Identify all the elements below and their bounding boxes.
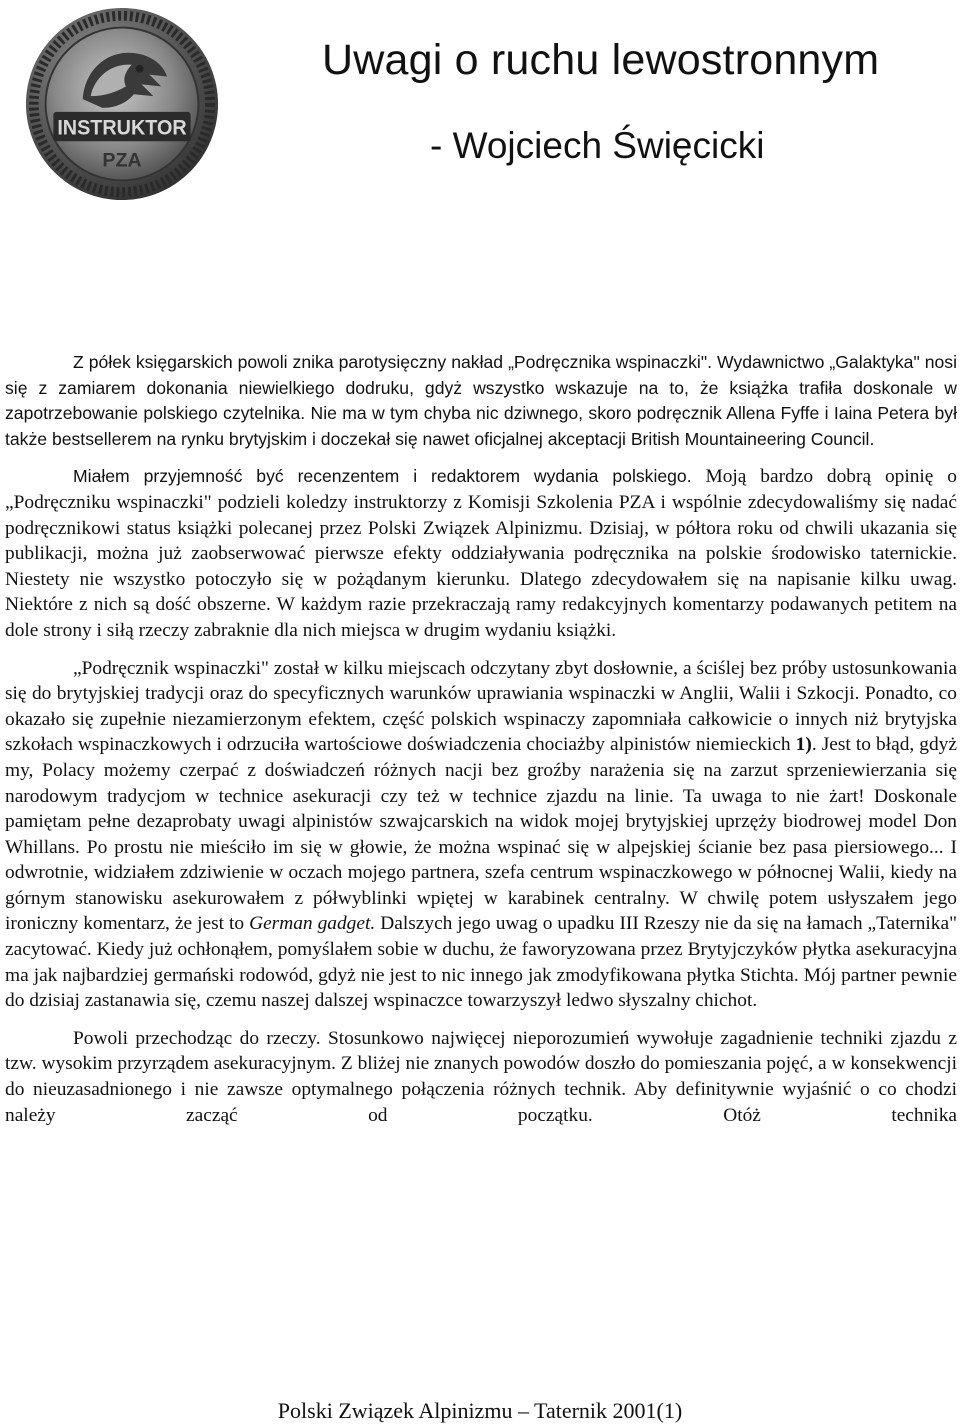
instruktor-pza-badge-logo [24, 6, 220, 202]
paragraph-2 [5, 464, 957, 643]
badge-text-sub: PZA [102, 149, 142, 172]
paragraph-2-rest: Moją bardzo dobrą opinię o „Podręczniku wspinaczki" podzieli koledzy instruktorzy z Komisji Szkolenia PZA i wspólnie zdecydowaliśmy się nadać podręcznikowi status książki polecanej przez Polski Związek Alpinizmu. Dzisiaj, w półtora roku od chwili ukazania się publikacji, można już zaobserwować pierwsze efekty oddziaływania podręcznika na polskie środowisko taternickie. Niestety nie wszystko potoczyło się w pożądanym kierunku. Dlatego zdecydowałem się na napisanie kilku uwag. Niektóre z nich są dość obszerne. W każdym razie przekraczają ramy redakcyjnych komentarzy podawanych petitem na dole strony i siłą rzeczy zabraknie dla nich miejsca w drugim wydaniu książki. [5, 466, 957, 641]
footnote-ref: 1) [795, 734, 812, 756]
paragraph-2-lead: Miałem przyjemność być recenzentem i redaktorem wydania polskiego. [73, 466, 692, 487]
paragraph-3-part-c: Dalszych jego uwag o upadku III Rzeszy nie da się na łamach „Taternika" zacytować. Kiedy już ochłonąłem, pomyślałem sobie w duchu, że faworyzowana przez Brytyjczyków płytka asekuracyjna ma jak najbardziej germański rodowód, gdyż nie jest to nic innego jak zmodyfikowana płytka Stichta. Mój partner pewnie do dzisiaj zastanawia się, czemu naszej dalszej wspinaczce towarzyszył ledwo słyszalny chichot. [5, 913, 957, 1012]
article-body [5, 350, 957, 1140]
badge-text-main: INSTRUKTOR [57, 114, 188, 140]
paragraph-3 [5, 656, 957, 1014]
page-title: Uwagi o ruchu lewostronnym [322, 36, 880, 84]
paragraph-1: Z półek księgarskich powoli znika parotysięczny nakład „Podręcznika wspinaczki". Wydawnictwo „Galaktyka" nosi się z zamiarem dokonania niewielkiego dodruku, gdyż wszystko wskazuje na to, że książka trafiła doskonale w zapotrzebowanie polskiego czytelnika. Nie ma w tym chyba nic dziwnego, skoro podręcznik Allena Fyffe i Iaina Petera był także bestsellerem na rynku brytyjskim i doczekał się nawet oficjalnej akceptacji British Mountaineering Council. [5, 352, 957, 449]
paragraph-4: Powoli przechodząc do rzeczy. Stosunkowo najwięcej nieporozumień wywołuje zagadnienie techniki zjazdu z tzw. wysokim przyrządem asekuracyjnym. Z bliżej nie znanych powodów doszło do pomieszania pojęć, a w konsekwencji do nieuzasadnionego i nie zawsze optymalnego połączenia różnych technik. Aby definitywnie wyjaśnić o co chodzi należy zacząć od początku. Otóż technika [5, 1027, 957, 1126]
paragraph-3-part-a: „Podręcznik wspinaczki" został w kilku miejscach odczytany zbyt dosłownie, a ściślej bez próby ustosunkowania się do brytyjskiej tradycji oraz do specyficznych warunków uprawiania wspinaczki w Anglii, Walii i Szkocji. Ponadto, co okazało się zupełnie niezamierzonym efektem, część polskich wspinaczy zapomniała całkowicie o innych niż brytyjska szkołach wspinaczkowych i odrzuciła wartościowe doświadczenia chociażby alpinistów niemieckich [5, 657, 957, 756]
italic-term: German gadget. [249, 913, 376, 935]
author-line: - Wojciech Święcicki [430, 125, 765, 166]
page-footer: Polski Związek Alpinizmu – Taternik 2001(1) [277, 1398, 683, 1423]
paragraph-3-part-b: . Jest to błąd, gdyż my, Polacy możemy czerpać z doświadczeń różnych nacji bez groźby narażenia się na zarzut sprzeniewierzania się narodowym tradycjom w technice asekuracji czy też w technice zjazdu na linie. Ta uwaga to nie żart! Doskonale pamiętam pełne dezaprobaty uwagi alpinistów szwajcarskich na widok mojej brytyjskiej uprzęży biodrowej model Don Whillans. Po prostu nie mieściło im się w głowie, że można wspinać się w alpejskiej ścianie bez pasa piersiowego... I odwrotnie, widziałem zdziwienie w oczach mojego partnera, szefa centrum wspinaczkowego w północnej Walii, kiedy na górnym stanowisku asekurowałem z półwyblinki wpiętej w karabinek centralny. W chwilę potem usłyszałem jego ironiczny komentarz, że jest to [5, 734, 957, 935]
